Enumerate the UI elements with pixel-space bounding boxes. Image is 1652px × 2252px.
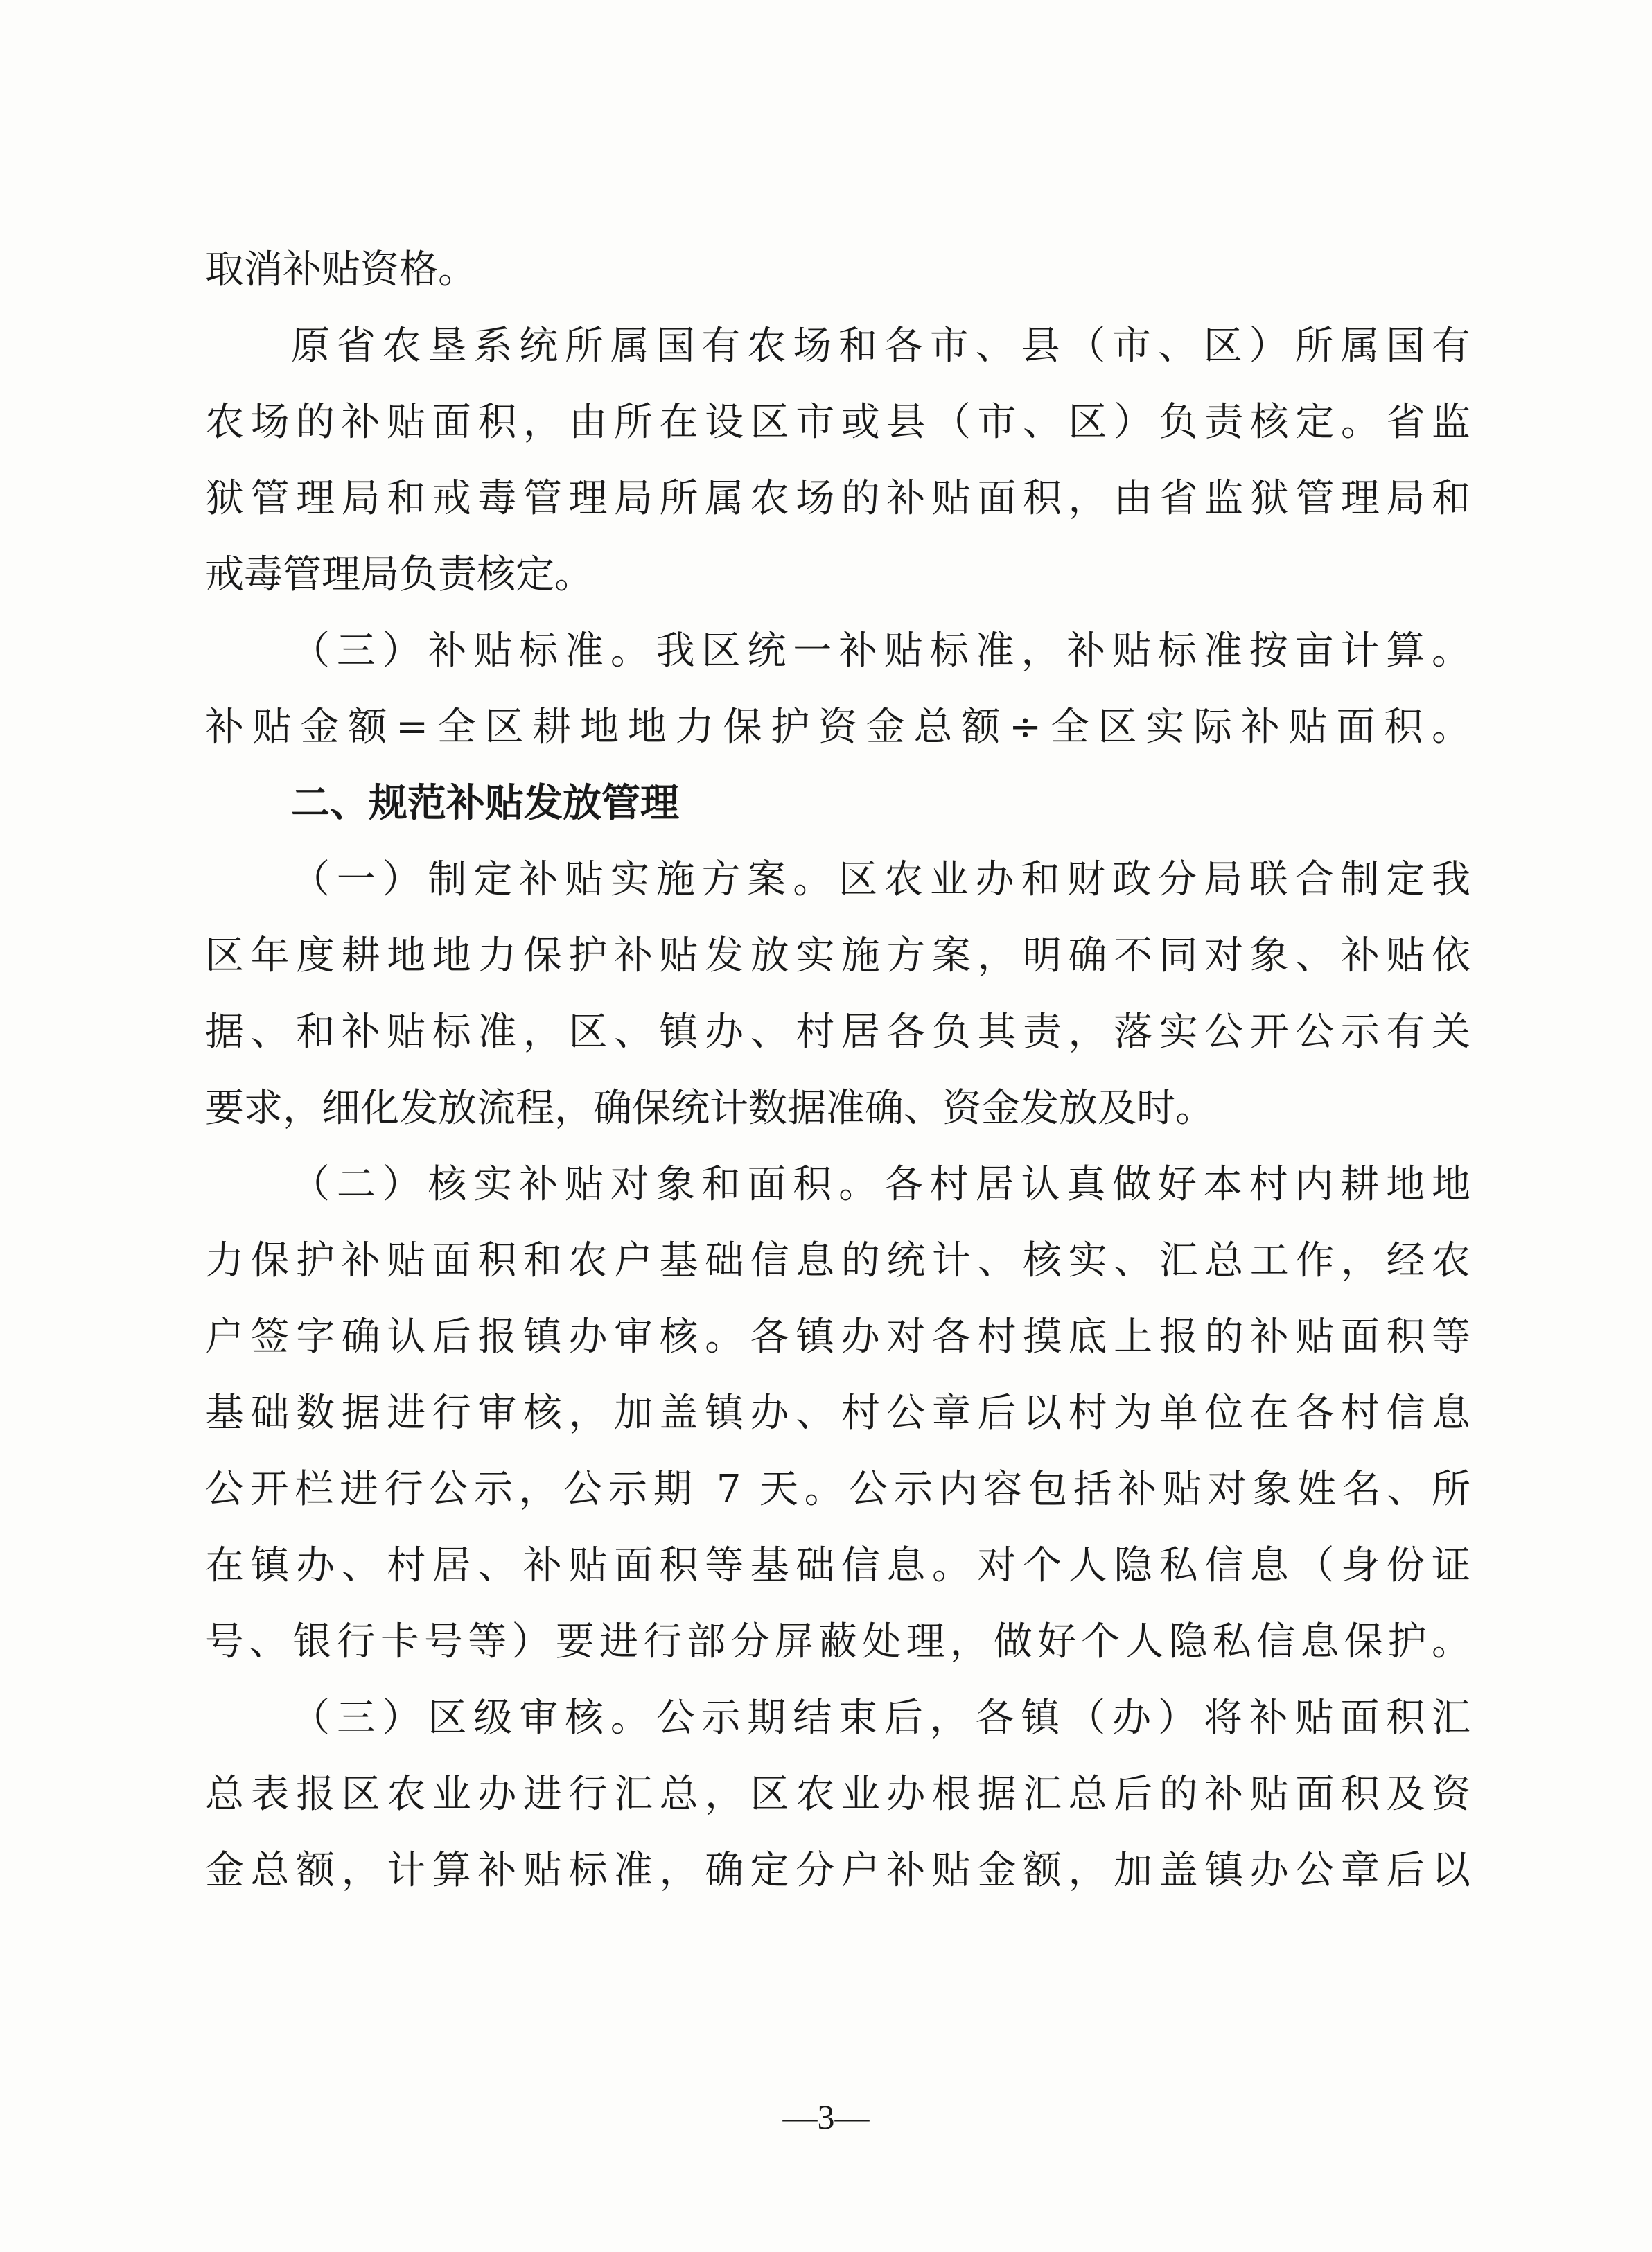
page-number: —3— bbox=[782, 2097, 870, 2136]
text-line: 在镇办、村居、补贴面积等基础信息。对个人隐私信息（身份证 bbox=[205, 1543, 1470, 1588]
text-line: 户签字确认后报镇办审核。各镇办对各村摸底上报的补贴面积等 bbox=[205, 1314, 1470, 1360]
text-line: 据、和补贴标准，区、镇办、村居各负其责，落实公开公示有关 bbox=[205, 1010, 1470, 1055]
paragraph-start-line: 原省农垦系统所属国有农场和各市、县（市、区）所属国有 bbox=[291, 324, 1470, 369]
text-line: 取消补贴资格。 bbox=[205, 247, 477, 292]
paragraph-start-line: （一）制定补贴实施方案。区农业办和财政分局联合制定我 bbox=[291, 857, 1470, 902]
paragraph-start-line: （三）区级审核。公示期结束后，各镇（办）将补贴面积汇 bbox=[291, 1696, 1470, 1741]
paragraph-start-line: （三）补贴标准。我区统一补贴标准，补贴标准按亩计算。 bbox=[291, 628, 1470, 674]
text-line: 公开栏进行公示，公示期 7 天。公示内容包括补贴对象姓名、所 bbox=[205, 1467, 1470, 1512]
text-line: 金总额，计算补贴标准，确定分户补贴金额，加盖镇办公章后以 bbox=[205, 1848, 1470, 1893]
text-line: 基础数据进行审核，加盖镇办、村公章后以村为单位在各村信息 bbox=[205, 1391, 1470, 1436]
text-line: 区年度耕地地力保护补贴发放实施方案，明确不同对象、补贴依 bbox=[205, 933, 1470, 978]
section-heading: 二、规范补贴发放管理 bbox=[291, 781, 679, 826]
text-line: 号、银行卡号等）要进行部分屏蔽处理，做好个人隐私信息保护。 bbox=[205, 1619, 1470, 1664]
text-line: 总表报区农业办进行汇总，区农业办根据汇总后的补贴面积及资 bbox=[205, 1772, 1470, 1817]
text-line: 要求，细化发放流程，确保统计数据准确、资金发放及时。 bbox=[205, 1086, 1214, 1131]
text-line: 狱管理局和戒毒管理局所属农场的补贴面积，由省监狱管理局和 bbox=[205, 476, 1470, 521]
paragraph-start-line: （二）核实补贴对象和面积。各村居认真做好本村内耕地地 bbox=[291, 1162, 1470, 1207]
text-line: 力保护补贴面积和农户基础信息的统计、核实、汇总工作，经农 bbox=[205, 1238, 1470, 1283]
text-line: 补贴金额=全区耕地地力保护资金总额÷全区实际补贴面积。 bbox=[205, 705, 1470, 750]
text-line: 农场的补贴面积，由所在设区市或县（市、区）负责核定。省监 bbox=[205, 400, 1470, 445]
text-line: 戒毒管理局负责核定。 bbox=[205, 552, 593, 597]
